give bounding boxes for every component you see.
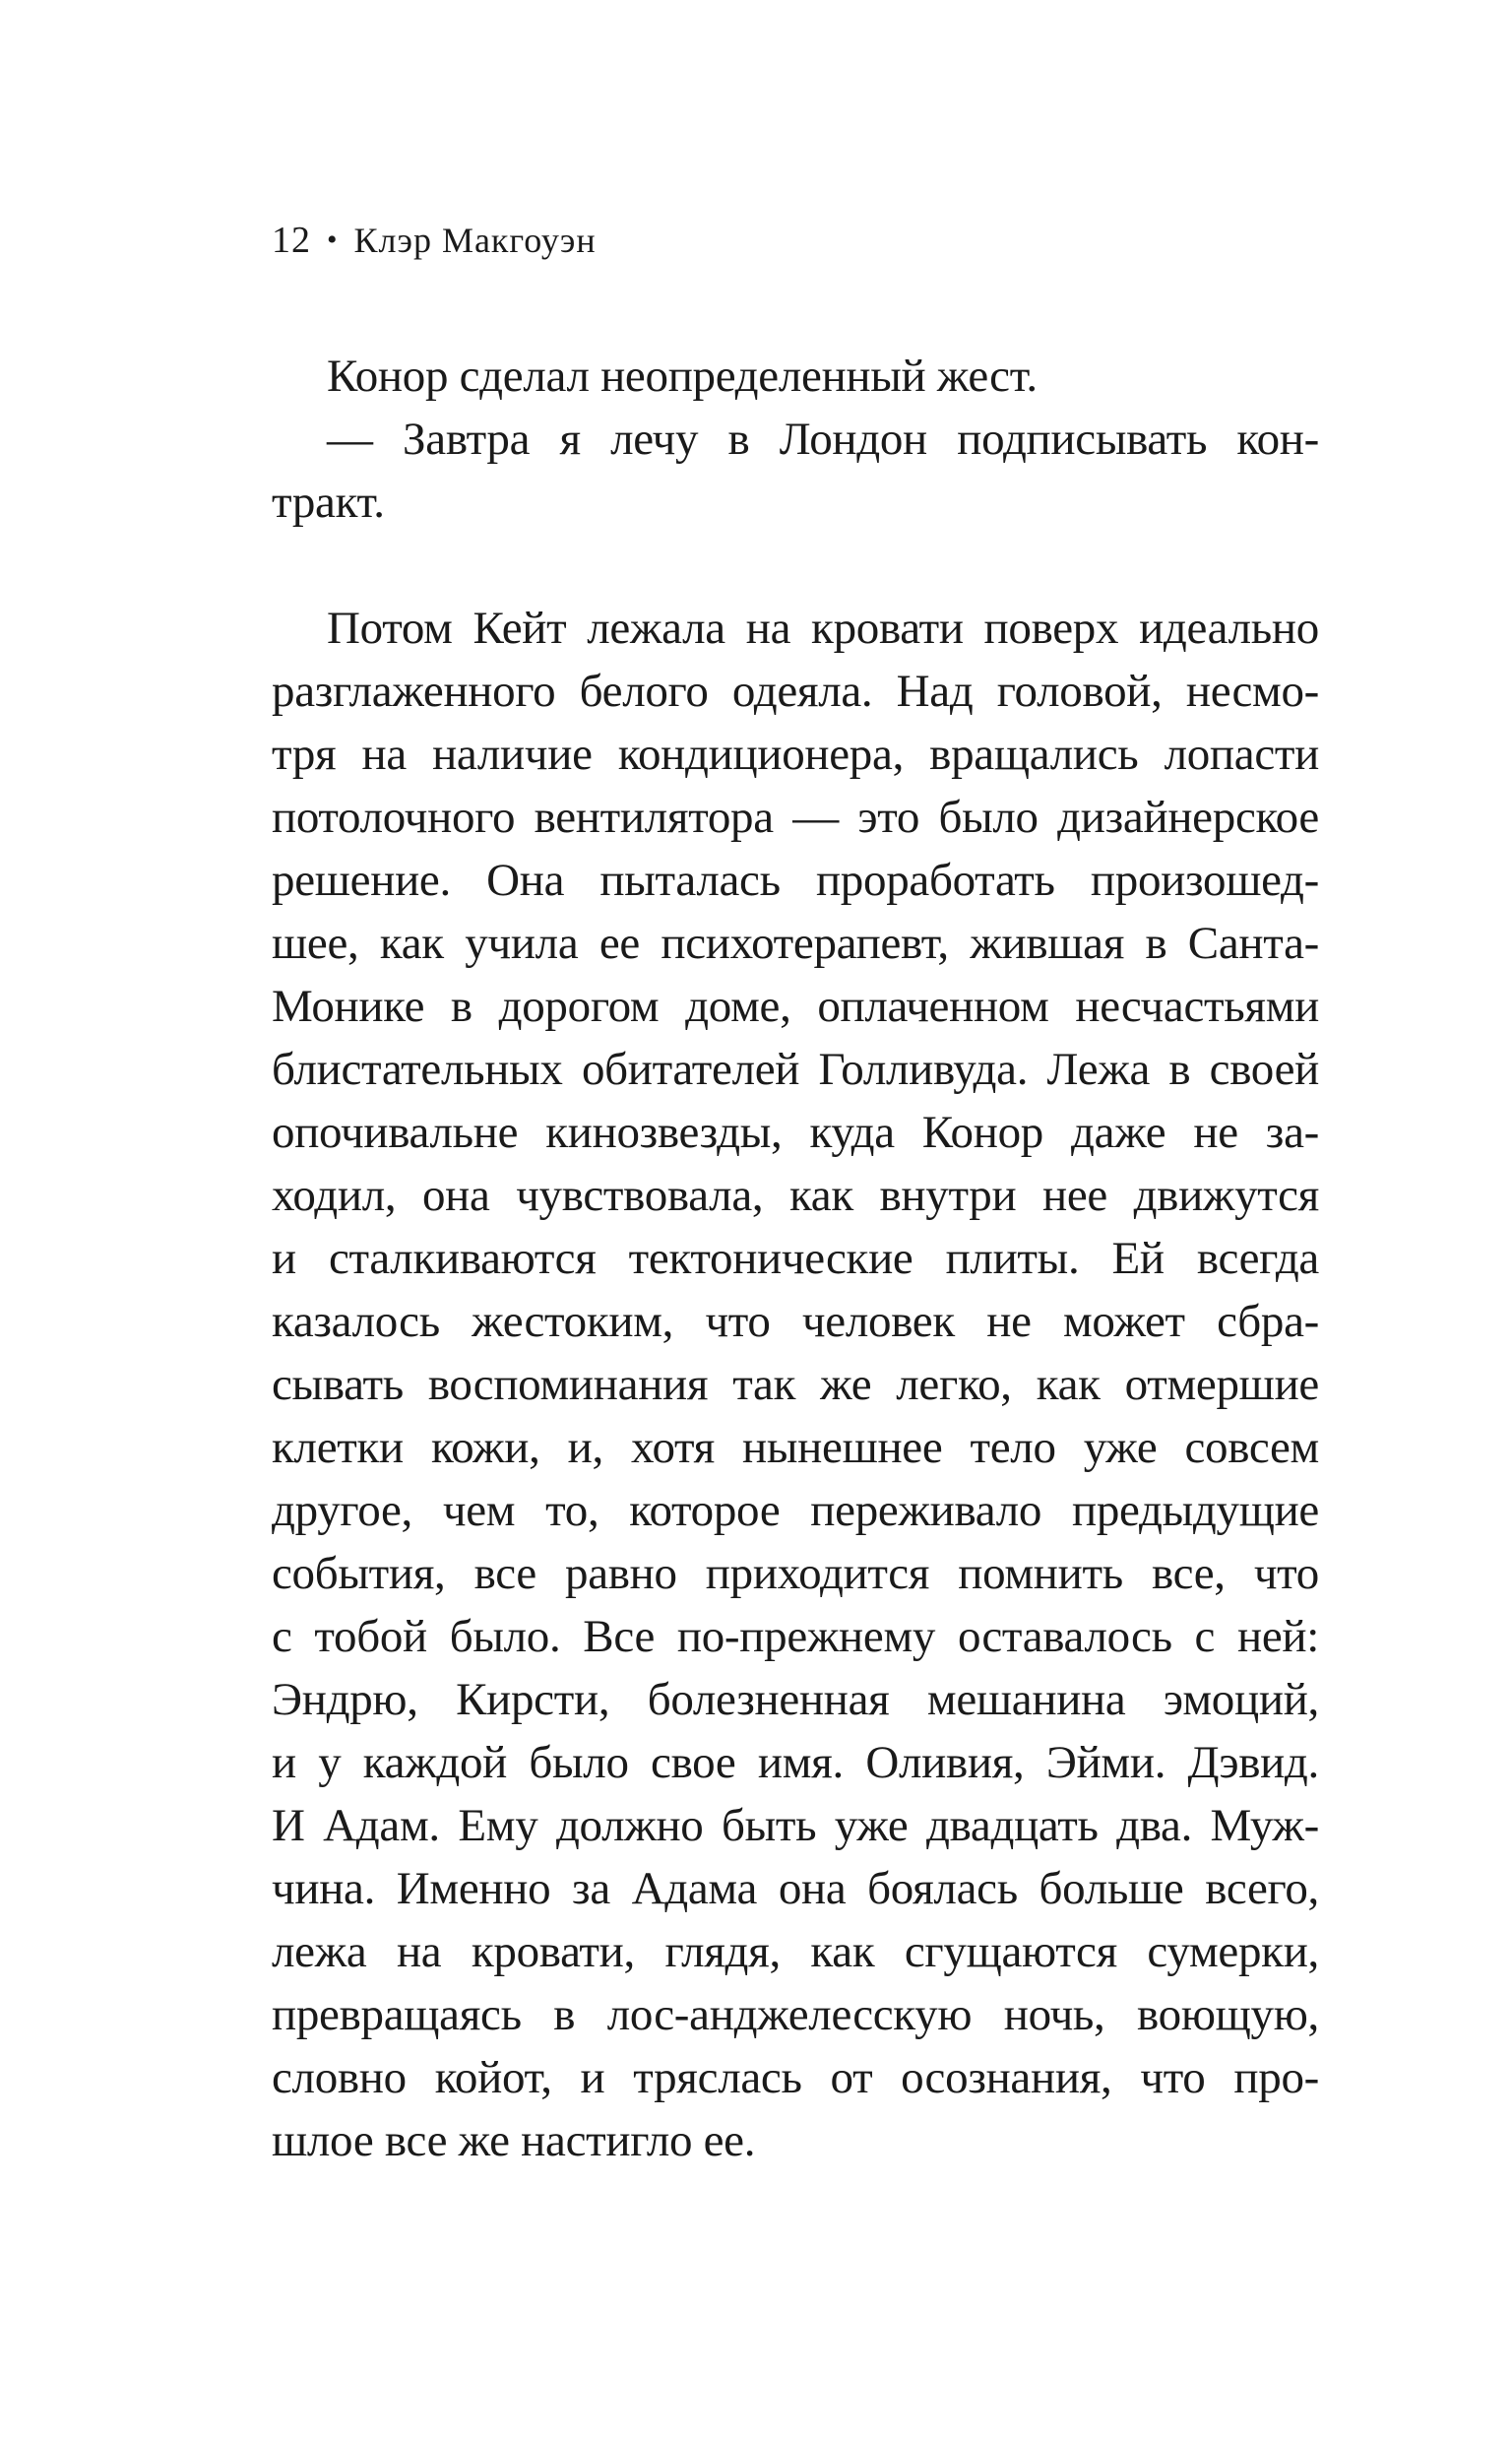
text-line: разглаженного белого одеяла. Над головой, несмо- [272,666,1319,717]
text-line: сывать воспоминания так же легко, как отмершие [272,1359,1319,1410]
text-line: с тобой было. Все по-прежнему оставалось с ней: [272,1611,1319,1662]
text-line: Эндрю, Кирсти, болезненная мешанина эмоций, [272,1674,1319,1725]
text-line: — Завтра я лечу в Лондон подписывать кон- [327,414,1319,465]
text-line: казалось жестоким, что человек не может сбра- [272,1296,1319,1347]
text-line: лежа на кровати, глядя, как сгущаются сумерки, [272,1926,1319,1977]
text-line: потолочного вентилятора — это было дизайнерское [272,792,1319,843]
text-line: шлое все же настигло ее. [272,2115,756,2166]
text-line: И Адам. Ему должно быть уже двадцать два. Муж- [272,1800,1319,1851]
text-line: Монике в дорогом доме, оплаченном несчастьями [272,981,1319,1032]
text-line: тря на наличие кондиционера, вращались лопасти [272,729,1319,780]
text-line: словно койот, и тряслась от осознания, что про- [272,2052,1319,2103]
text-line: другое, чем то, которое переживало предыдущие [272,1485,1319,1536]
text-line: опочивальне кинозвезды, куда Конор даже не за- [272,1107,1319,1158]
text-line: ходил, она чувствовала, как внутри нее движутся [272,1170,1319,1221]
text-line: превращаясь в лос-анджелесскую ночь, воющую, [272,1989,1319,2040]
text-line: чина. Именно за Адама она боялась больше всего, [272,1863,1319,1914]
paragraph [272,597,1319,2172]
text-line: клетки кожи, и, хотя нынешнее тело уже совсем [272,1422,1319,1473]
running-head [272,219,597,265]
text-line: Потом Кейт лежала на кровати поверх идеально [327,603,1319,654]
text-line: Конор сделал неопределенный жест. [327,351,1038,402]
header-separator: • [327,224,339,256]
paragraph [272,345,1319,408]
text-line: шее, как учила ее психотерапевт, жившая в Санта- [272,918,1319,969]
text-line: и сталкиваются тектонические плиты. Ей всегда [272,1233,1319,1284]
text-line: события, все равно приходится помнить все, что [272,1548,1319,1599]
text-line: решение. Она пыталась проработать произошед- [272,855,1319,906]
page-number: 12 [272,220,311,261]
paragraph-gap [272,534,1319,597]
author-name: Клэр Макгоуэн [353,221,597,260]
paragraph [272,408,1319,534]
text-line: тракт. [272,477,385,528]
text-line: блистательных обитателей Голливуда. Лежа в своей [272,1044,1319,1095]
body-text [272,345,1319,2172]
text-line: и у каждой было свое имя. Оливия, Эйми. Дэвид. [272,1737,1319,1788]
